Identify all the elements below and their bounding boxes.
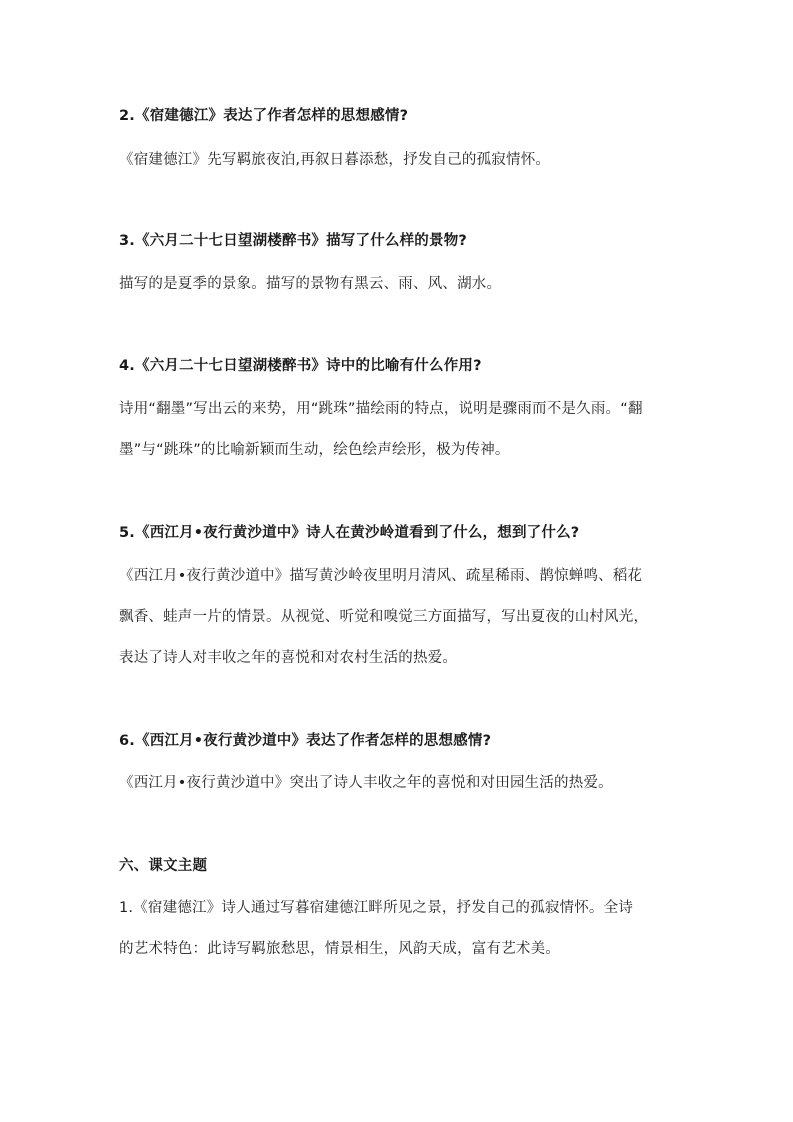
section-heading: 六、课文主题 [119, 858, 208, 874]
answer-line: 1.《宿建德江》诗人通过写暮宿建德江畔所见之景，抒发自己的孤寂情怀。全诗 [119, 900, 634, 916]
answer-line: 《西江月•夜行黄沙道中》描写黄沙岭夜里明月清风、疏星稀雨、鹊惊蝉鸣、稻花 [119, 568, 643, 584]
answer-line: 墨”与“跳珠”的比喻新颖而生动，绘色绘声绘形，极为传神。 [119, 442, 510, 458]
question-heading: 3.《六月二十七日望湖楼醉书》描写了什么样的景物? [119, 233, 468, 249]
answer-line: 《宿建德江》先写羁旅夜泊,再叙日暮添愁，抒发自己的孤寂情怀。 [119, 152, 551, 168]
answer-line: 诗用“翻墨”写出云的来势，用“跳珠”描绘雨的特点，说明是骤雨而不是久雨。“翻 [119, 401, 643, 417]
question-heading: 6.《西江月•夜行黄沙道中》表达了作者怎样的思想感情? [119, 733, 492, 749]
answer-line: 描写的是夏季的景象。描写的景物有黑云、雨、风、湖水。 [119, 276, 502, 292]
answer-line: 《西江月•夜行黄沙道中》突出了诗人丰收之年的喜悦和对田园生活的热爱。 [119, 775, 613, 791]
question-heading: 2.《宿建德江》表达了作者怎样的思想感情? [119, 108, 409, 124]
answer-line: 飘香、蛙声一片的情景。从视觉、听觉和嗅觉三方面描写，写出夏夜的山村风光， [119, 609, 649, 625]
answer-line: 表达了诗人对丰收之年的喜悦和对农村生活的热爱。 [119, 650, 458, 666]
question-heading: 5.《西江月•夜行黄沙道中》诗人在黄沙岭道看到了什么，想到了什么? [119, 525, 580, 541]
question-heading: 4.《六月二十七日望湖楼醉书》诗中的比喻有什么作用? [119, 358, 482, 374]
answer-line: 的艺术特色：此诗写羁旅愁思，情景相生，风韵天成，富有艺术美。 [119, 941, 560, 957]
